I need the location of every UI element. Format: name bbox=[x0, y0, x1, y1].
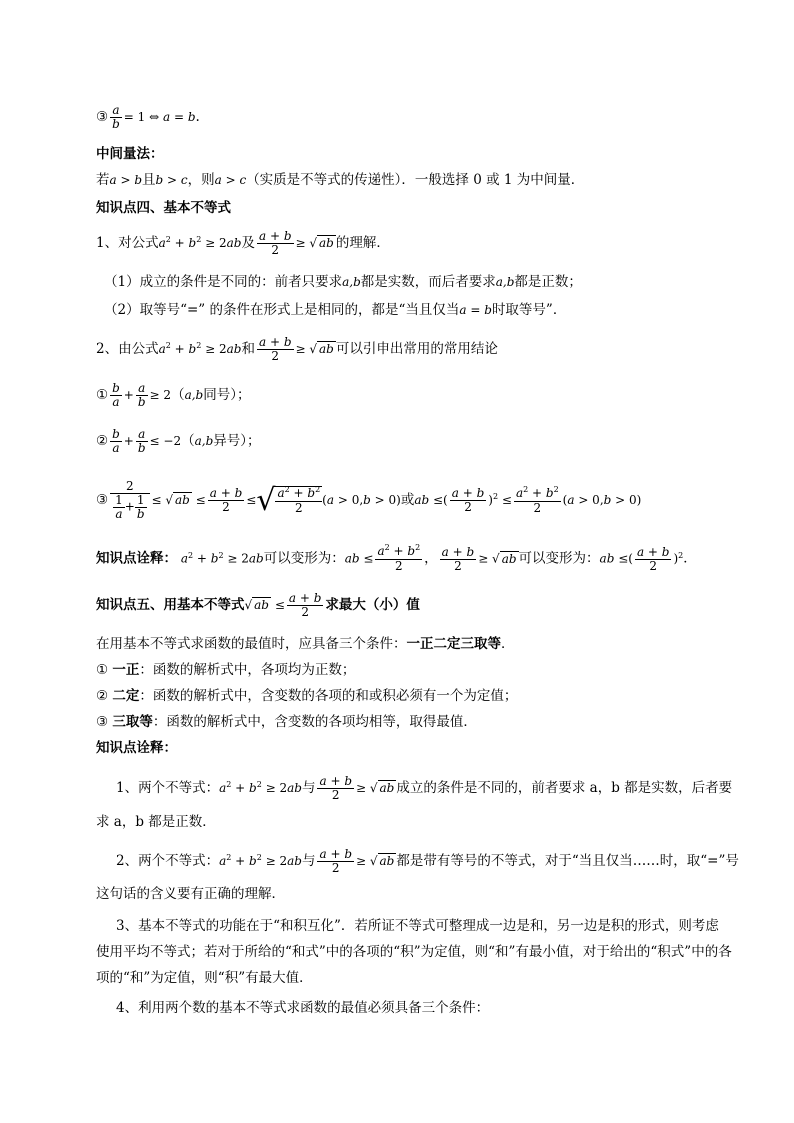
kp4-heading: 知识点四、基本不等式 bbox=[96, 200, 231, 216]
kp5-p1: 1、两个不等式：$a^2 + b^2 \ge 2ab$与 $\frac{a + b}{2}$ ≥ √ ab 成立的条件是不同的，前者要求 a，b 都是实数，后者要 bbox=[116, 774, 733, 802]
text-segment: 都是带有等号的不等式，对于“当且仅当……时，取“=”号 bbox=[396, 853, 739, 869]
text-segment: 都是实数，而后者要求 bbox=[360, 274, 496, 290]
harmonic-mean-fraction: 2 $\frac{1}{a}$ + $\frac{1}{b}$ bbox=[110, 480, 149, 521]
text-segment: 且 bbox=[142, 172, 156, 188]
text-segment: ， bbox=[424, 550, 438, 567]
text-segment: （1）成立的条件是不同的：前者只要求 bbox=[104, 274, 343, 290]
kp4-note: 知识点诠释： $a^2 + b^2 \ge 2ab$可以变形为：ab ≤ $\frac{a^2 + b^2}{2}$ ， $\frac{a + b}{2}$ ≥ √ ab 可以变形为：ab ≤( $\frac{a + b}{2}$ )$^2$． bbox=[96, 543, 697, 573]
item3-tail: . bbox=[195, 109, 200, 125]
kp5-p2: 2、两个不等式：$a^2 + b^2 \ge 2ab$与 $\frac{a + b}{2}$ ≥ √ ab 都是带有等号的不等式，对于“当且仅当……时，取“=”号 bbox=[116, 847, 739, 875]
text-segment: （ bbox=[171, 387, 185, 403]
kp4-result1: ① $\frac{b}{a}$ + $\frac{a}{b}$ ≥ 2（a,b同号）； bbox=[96, 381, 251, 409]
kp4-item2: 2、由公式$a^2 + b^2 \ge 2ab$和 $\frac{a + b}{2}$ ≥ √ ab 可以引申出常用的常用结论 bbox=[96, 335, 498, 363]
text-segment: 与 bbox=[301, 780, 316, 796]
formula-inline: a,b bbox=[184, 388, 204, 402]
kp5-p1-line2: 求 a，b 都是正数． bbox=[96, 814, 216, 830]
kp4-cond1 bbox=[104, 272, 724, 292]
bold-text: 三取等 bbox=[112, 714, 153, 730]
kp5-note-heading: 知识点诠释： bbox=[96, 740, 177, 756]
kp5-cond1 bbox=[96, 660, 724, 680]
text-segment: （ bbox=[181, 433, 195, 449]
text-segment: 异号）； bbox=[213, 433, 261, 449]
text-segment: 的理解． bbox=[335, 235, 390, 251]
formula-a-plus-b-over-2: $\frac{a + b}{2}$ bbox=[258, 229, 292, 257]
text-segment: ，则 bbox=[187, 172, 215, 188]
formula-a-over-b: $\frac{a}{b}$ bbox=[112, 103, 120, 131]
formula-inline: a > c bbox=[214, 173, 247, 187]
formula-inline: a,b bbox=[495, 275, 515, 289]
text-segment: 1、两个不等式： bbox=[116, 780, 220, 796]
text-segment: ：函数的解析式中，含变数的各项的和或积必须有一个为定值； bbox=[139, 688, 518, 704]
text-segment: 或 bbox=[400, 492, 415, 508]
kp4-result2: ② $\frac{b}{a}$ + $\frac{a}{b}$ ≤ −2（a,b异号）； bbox=[96, 427, 261, 455]
middle-method-heading: 中间量法： bbox=[96, 146, 164, 162]
formula-inline: b > c bbox=[155, 173, 188, 187]
text-segment: 都是正数； bbox=[514, 274, 582, 290]
kp5-p2-line2: 这句话的含义要有正确的理解． bbox=[96, 886, 285, 902]
text-segment: 在用基本不等式求函数的最值时，应具备三个条件： bbox=[96, 636, 407, 652]
item3-marker: ③ bbox=[96, 109, 109, 125]
text-segment: 同号）； bbox=[203, 387, 251, 403]
marker: ① bbox=[96, 387, 109, 403]
text-segment: 及 bbox=[241, 235, 255, 251]
note-heading: 知识点诠释： bbox=[96, 550, 177, 567]
kp4-item1: 1、对公式$a^2 + b^2 \ge 2ab$及 $\frac{a + b}{2}$ ≥ √ ab 的理解． bbox=[96, 229, 390, 257]
marker: ① bbox=[96, 662, 109, 678]
text-segment: ：函数的解析式中，各项均为正数； bbox=[139, 662, 356, 678]
text-segment: ：函数的解析式中，含变数的各项均相等，取得最值． bbox=[152, 714, 477, 730]
kp5-p4: 4、利用两个数的基本不等式求函数的最值必须具备三个条件： bbox=[116, 1000, 490, 1016]
formula-a-plus-b-over-2: $\frac{a + b}{2}$ bbox=[258, 335, 292, 363]
kp5-cond2 bbox=[96, 686, 724, 706]
item3-line: ③ $\frac{a}{b}$ = 1 ⇔ a = b. bbox=[96, 103, 200, 131]
text-segment: 和 bbox=[241, 341, 255, 357]
formula-inline: a,b bbox=[342, 275, 361, 289]
text-segment: 2、两个不等式： bbox=[116, 853, 220, 869]
text-segment: 1、对公式 bbox=[96, 235, 159, 251]
kp5-cond3 bbox=[96, 712, 724, 732]
marker: ③ bbox=[96, 714, 109, 730]
kp4-cond2 bbox=[104, 300, 724, 320]
text-segment: ． bbox=[683, 550, 697, 567]
bold-text: 一正二定三取等 bbox=[406, 636, 501, 652]
text-segment: 2、由公式 bbox=[96, 341, 159, 357]
text-segment: 可以变形为： bbox=[263, 550, 345, 567]
kp5-p3-line1: 3、基本不等式的功能在于“和积互化”．若所证不等式可整理成一边是和，另一边是积的形式，则考虑 bbox=[116, 918, 719, 934]
marker: ③ bbox=[96, 492, 109, 508]
bold-text: 二定 bbox=[112, 688, 140, 704]
text-segment: 可以变形为： bbox=[518, 550, 600, 567]
text-segment: 若 bbox=[96, 172, 110, 188]
kp5-p3-line2: 使用平均不等式；若对于所给的“和式”中的各项的“积”为定值，则“和”有最小值，对于给出的“积式”中的各 bbox=[96, 944, 732, 960]
formula-inline: a = b bbox=[459, 303, 492, 317]
text-segment: 时取等号”． bbox=[491, 302, 567, 318]
kp5-p3-line3: 项的“和”为定值，则“积”有最大值． bbox=[96, 970, 313, 986]
text-segment: （2）取等号“=” 的条件在形式上是相同的，都是“当且仅当 bbox=[104, 302, 460, 318]
text-segment: ． bbox=[501, 636, 515, 652]
middle-method-text bbox=[96, 170, 724, 190]
text-segment: （实质是不等式的传递性）．一般选择 0 或 1 为中间量． bbox=[246, 172, 585, 188]
bold-text: 一正 bbox=[112, 662, 140, 678]
marker: ② bbox=[96, 433, 109, 449]
kp5-intro bbox=[96, 634, 724, 654]
text-segment: 知识点五、用基本不等式 bbox=[96, 597, 245, 613]
text-segment: 可以引申出常用的常用结论 bbox=[335, 341, 498, 357]
root-mean-square: √ $\frac{a^2 + b^2}{2}$ bbox=[256, 482, 321, 518]
formula-inline: a > b bbox=[109, 173, 143, 187]
kp5-heading: 知识点五、用基本不等式√ ab ≤ $\frac{a + b}{2}$ 求最大（小）值 bbox=[96, 591, 420, 619]
kp4-result3: ③ 2 $\frac{1}{a}$ + $\frac{1}{b}$ ≤ √ ab ≤ $\frac{a + b}{2}$ ≤√ $\frac{a^2 + b^2}{2}$ (a > 0,b > 0)或ab ≤( $\frac{a + b}{2}$ )$^2$ ≤ $\frac{a^2 + b^2}{2}$ (a > 0,b > 0) bbox=[96, 479, 642, 521]
text-segment: 成立的条件是不同的，前者要求 a，b 都是实数，后者要 bbox=[396, 780, 733, 796]
text-segment: 与 bbox=[301, 853, 316, 869]
marker: ② bbox=[96, 688, 109, 704]
formula-inline: a,b bbox=[194, 434, 214, 448]
text-segment: 求最大（小）值 bbox=[325, 597, 420, 613]
